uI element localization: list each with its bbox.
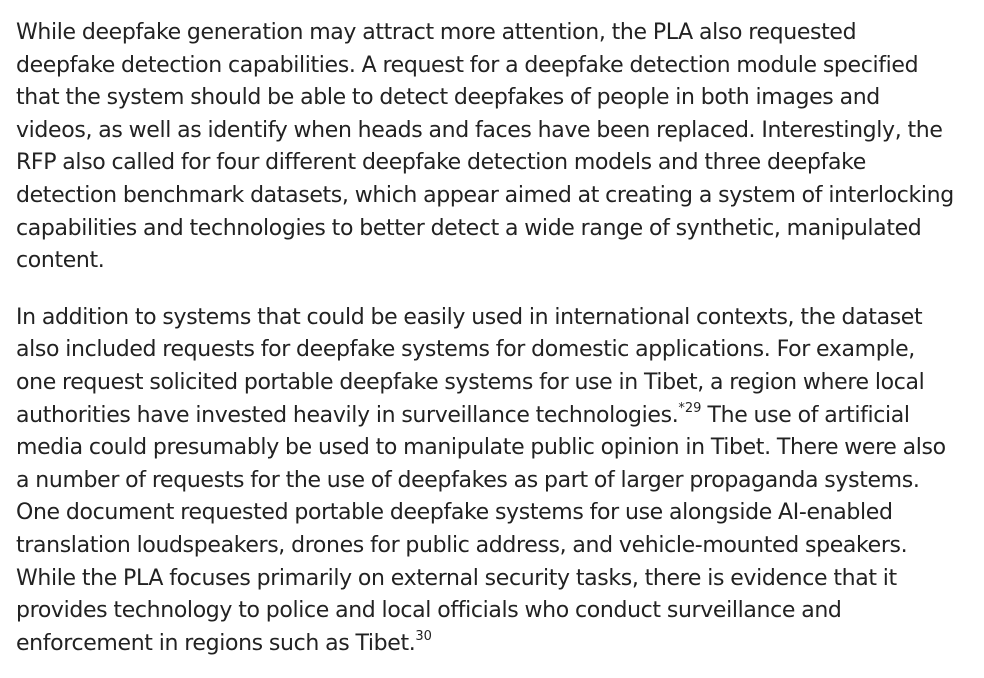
paragraph-text-part-2: The use of artificial media could presumably be used to manipulate public opinion in Tibet. There were also a number of requests for the use of deepfakes as part of larger propaganda systems. One document requested portable deepfake systems for use alongside AI-enabled translation loudspeakers, drones for public address, and vehicle-mounted speakers. While the PLA focuses primarily on external security tasks, there is evidence that it provides technology to police and local officials who conduct surveillance and enforcement in regions such as Tibet. — [16, 402, 946, 656]
paragraph-deepfake-detection: While deepfake generation may attract more attention, the PLA also requested deepfake detection capabilities. A request for a deepfake detection module specified that the system should be able to detect deepfakes of people in both images and videos, as well as identify when heads and faces have been replaced. Interestingly, the RFP also called for four different deepfake detection models and three deepfake detection benchmark datasets, which appear aimed at creating a system of interlocking capabilities and technologies to better detect a wide range of synthetic, manipulated content. — [16, 20, 954, 274]
paragraph-text-part-1: In addition to systems that could be easily used in international contexts, the dataset also included requests for deepfake systems for domestic applications. For example, one request solicited portable deepfake systems for use in Tibet, a region where local authorities have invested heavily in surveillance technologies. — [16, 304, 925, 428]
footnote-ref-29[interactable]: *29 — [678, 401, 702, 417]
paragraph-domestic-applications — [16, 302, 954, 661]
footnote-ref-30[interactable]: 30 — [415, 629, 432, 645]
